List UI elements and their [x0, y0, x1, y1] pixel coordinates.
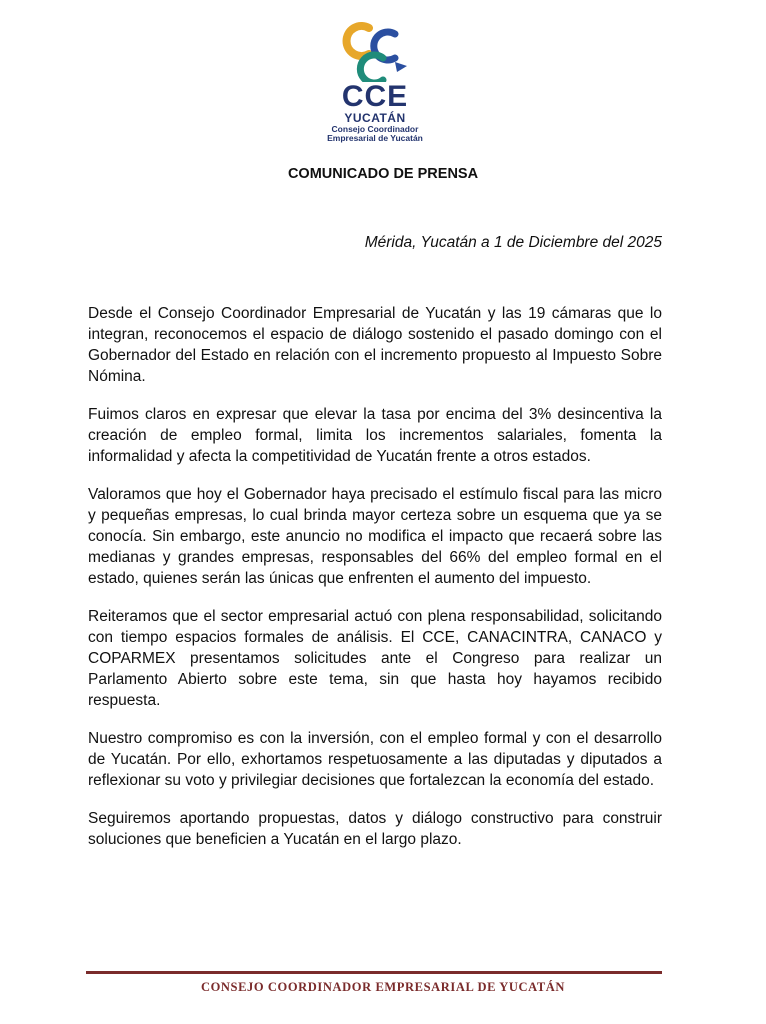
paragraph-5: Nuestro compromiso es con la inversión, con el empleo formal y con el desarrollo de Yucatán. Por ello, exhortamos respetuosamente a las diputadas y diputados a reflexionar su voto y privilegiar decisiones que fortalezcan la economía del estado.: [88, 730, 662, 789]
logo-line-2: Empresarial de Yucatán: [327, 133, 423, 143]
logo-acronym: CCE: [341, 80, 409, 113]
footer-organization: CONSEJO COORDINADOR EMPRESARIAL DE YUCATÁN: [200, 980, 566, 994]
footer-divider: [86, 971, 662, 974]
logo-line-1: Consejo Coordinador: [331, 124, 419, 134]
cce-logo: [300, 22, 450, 144]
paragraph-4: Reiteramos que el sector empresarial actuó con plena responsabilidad, solicitando con tiempo espacios formales de análisis. El CCE, CANACINTRA, CANACO y COPARMEX presentamos solicitudes ante el Congreso para realizar un Parlamento Abierto sobre este tema, sin que hasta hoy hayamos recibido respuesta.: [88, 608, 662, 709]
document-title: COMUNICADO DE PRENSA: [287, 166, 479, 182]
paragraph-3: Valoramos que hoy el Gobernador haya precisado el estímulo fiscal para las micro y pequeñas empresas, lo cual brinda mayor certeza sobre un esquema que ya se conocía. Sin embargo, este anuncio no modifica el impacto que recaerá sobre las medianas y grandes empresas, responsables del 66% del empleo formal en el estado, quienes serán las únicas que enfrenten el aumento del impuesto.: [88, 486, 662, 587]
paragraph-6: Seguiremos aportando propuestas, datos y diálogo constructivo para construir soluciones que beneficien a Yucatán en el largo plazo.: [88, 810, 662, 848]
cce-logo-icon: [339, 22, 411, 82]
paragraph-1: Desde el Consejo Coordinador Empresarial de Yucatán y las 19 cámaras que lo integran, reconocemos el espacio de diálogo sostenido el pasado domingo con el Gobernador del Estado en relación con el incremento propuesto al Impuesto Sobre Nómina.: [88, 305, 662, 385]
paragraph-2: Fuimos claros en expresar que elevar la tasa por encima del 3% desincentiva la creación de empleo formal, limita los incrementos salariales, fomenta la informalidad y afecta la competitividad de Yucatán frente a otros estados.: [88, 406, 662, 465]
press-release-body: [88, 303, 662, 867]
logo-state: YUCATÁN: [344, 111, 406, 125]
dateline: Mérida, Yucatán a 1 de Diciembre del 2025: [364, 234, 662, 251]
